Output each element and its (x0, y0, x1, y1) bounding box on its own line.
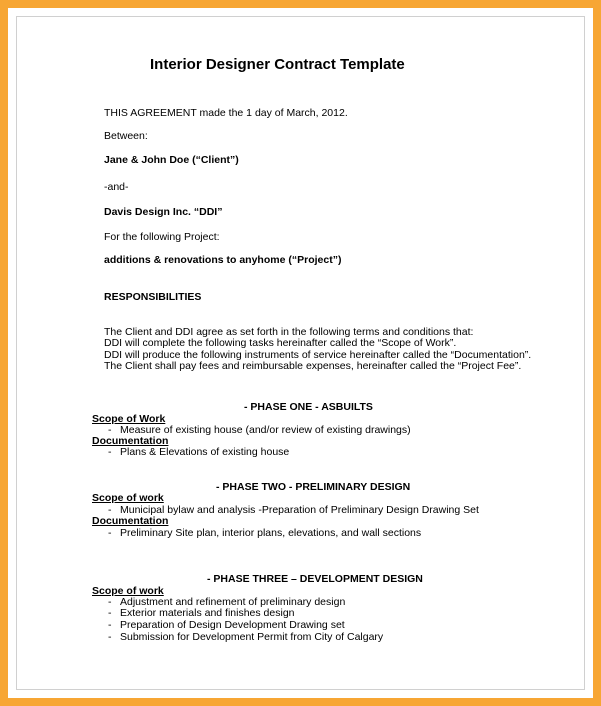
list-item: - Preliminary Site plan, interior plans, elevations, and wall sections (108, 527, 422, 539)
responsibilities-heading: RESPONSIBILITIES (104, 291, 202, 303)
list-item: - Submission for Development Permit from City of Calgary (108, 631, 384, 643)
phase-two-heading: - PHASE TWO - PRELIMINARY DESIGN (216, 481, 411, 493)
phase-two-doc-label: Documentation (92, 515, 169, 527)
project-label: For the following Project: (104, 231, 220, 243)
list-item: - Exterior materials and finishes design (108, 607, 295, 619)
list-item: - Preparation of Design Development Drawing set (108, 619, 345, 631)
document-title: Interior Designer Contract Template (150, 56, 405, 73)
client-name: Jane & John Doe (“Client”) (104, 154, 239, 166)
phase-three-heading: - PHASE THREE – DEVELOPMENT DESIGN (207, 573, 423, 585)
phase-three-scope-label: Scope of work (92, 585, 164, 597)
list-item: - Municipal bylaw and analysis -Preparation of Preliminary Design Drawing Set (108, 504, 479, 516)
project-name: additions & renovations to anyhome (“Project”) (104, 254, 342, 266)
phase-one-scope-label: Scope of Work (92, 413, 166, 425)
responsibility-line: The Client shall pay fees and reimbursable expenses, hereinafter called the “Project Fee”. (104, 360, 522, 372)
responsibility-line: The Client and DDI agree as set forth in the following terms and conditions that: (104, 326, 474, 338)
designer-name: Davis Design Inc. “DDI” (104, 206, 223, 218)
phase-one-doc-label: Documentation (92, 435, 169, 447)
list-item: - Measure of existing house (and/or review of existing drawings) (108, 424, 411, 436)
list-item: - Plans & Elevations of existing house (108, 446, 290, 458)
agreement-line: THIS AGREEMENT made the 1 day of March, 2012. (104, 107, 348, 119)
list-item: - Adjustment and refinement of preliminary design (108, 596, 346, 608)
responsibility-line: DDI will produce the following instruments of service hereinafter called the “Documentation”. (104, 349, 532, 361)
phase-one-heading: - PHASE ONE - ASBUILTS (244, 401, 373, 413)
phase-two-scope-label: Scope of work (92, 492, 164, 504)
between-label: Between: (104, 130, 148, 142)
and-separator: -and- (104, 181, 129, 193)
responsibility-line: DDI will complete the following tasks hereinafter called the “Scope of Work”. (104, 337, 457, 349)
